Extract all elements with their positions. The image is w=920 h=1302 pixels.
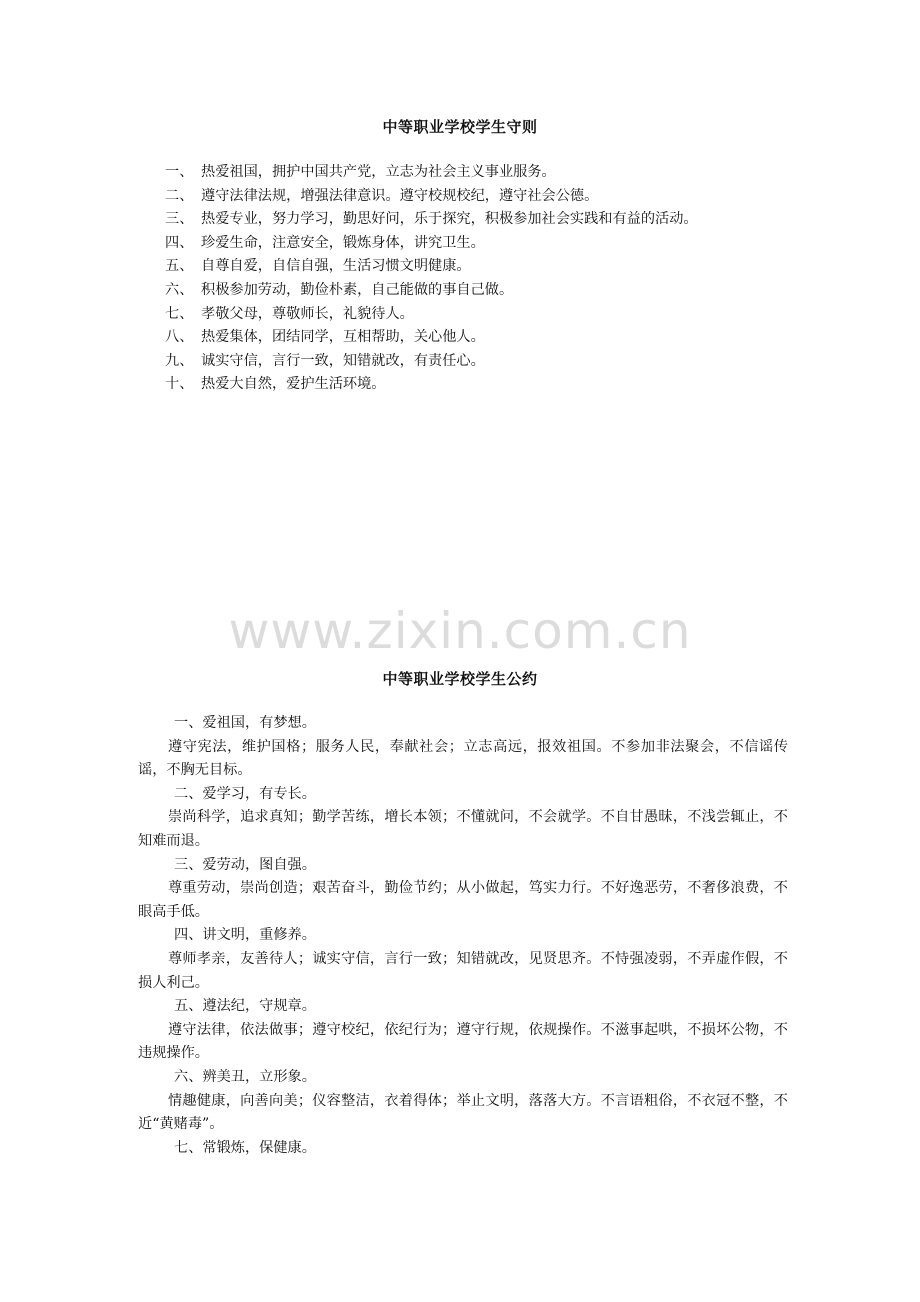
rule-text: 自尊自爱，自信自强，生活习惯文明健康。: [201, 258, 471, 275]
rule-number: 一、: [165, 164, 194, 180]
rule-number: 六、: [165, 281, 194, 298]
pact-section-heading: 四、讲文明，重修养。: [174, 927, 316, 944]
pact-section-body: 遵守法律，依法做事；遵守校纪，依纪行为；遵守行规，依规操作。不滋事起哄，不损坏公物，不违规操作。: [138, 1021, 788, 1062]
rule-text: 珍爱生命，注意安全，锻炼身体，讲究卫生。: [201, 234, 485, 251]
rule-text: 积极参加劳动，勤俭朴素，自己能做的事自己做。: [201, 281, 514, 298]
pact-section-heading: 七、常锻炼，保健康。: [174, 1139, 316, 1156]
rule-text: 热爱集体，团结同学，互相帮助，关心他人。: [201, 329, 485, 346]
rule-item: [165, 350, 805, 374]
rule-item: [165, 326, 805, 350]
rule-item: [165, 185, 805, 209]
rule-item: [165, 232, 805, 256]
rule-text: 遵守法律法规，增强法律意识。遵守校规校纪，遵守社会公德。: [201, 187, 599, 204]
pact-section-heading: 五、遵法纪，守规章。: [174, 998, 316, 1015]
rule-number: 四、: [165, 234, 194, 251]
rule-text: 热爱祖国，拥护中国共产党，立志为社会主义事业服务。: [201, 164, 556, 180]
rule-number: 八、: [165, 329, 194, 346]
rule-text: 诚实守信，言行一致，知错就改，有责任心。: [201, 352, 485, 369]
pact-sections: [138, 712, 788, 1160]
pact-section-body: 尊师孝亲，友善待人；诚实守信，言行一致；知错就改，见贤思齐。不恃强凌弱，不弄虚作假，不损人利己。: [138, 950, 788, 991]
pact-section-body: 尊重劳动，崇尚创造；艰苦奋斗，勤俭节约；从小做起，笃实力行。不好逸恶劳，不奢侈浪费，不眼高手低。: [138, 880, 788, 920]
rule-item: [165, 373, 805, 397]
rule-text: 孝敬父母，尊敬师长，礼貌待人。: [201, 305, 414, 322]
rule-number: 三、: [165, 211, 194, 228]
pact-section-heading: 六、辨美丑，立形象。: [174, 1068, 316, 1085]
pact-section-heading: 二、爱学习，有专长。: [174, 785, 316, 802]
rule-number: 二、: [165, 187, 194, 204]
rule-item: [165, 279, 805, 303]
rule-text: 热爱大自然，爱护生活环境。: [201, 376, 386, 393]
rule-number: 七、: [165, 305, 194, 322]
rule-item: [165, 161, 805, 185]
rules-list: [165, 161, 805, 397]
rule-item: [165, 255, 805, 279]
rule-number: 九、: [165, 352, 194, 369]
pact-section-heading: 一、爱祖国，有梦想。: [174, 715, 316, 731]
pact-section-body: 遵守宪法，维护国格；服务人民，奉献社会；立志高远，报效祖国。不参加非法聚会，不信谣传谣，不胸无目标。: [138, 738, 788, 779]
rule-number: 五、: [165, 258, 194, 275]
pact-title: 中等职业学校学生公约: [382, 670, 538, 688]
pact-section-body: 情趣健康，向善向美；仪容整洁，衣着得体；举止文明，落落大方。不言语粗俗，不衣冠不整，不近“黄赌毒”。: [138, 1092, 788, 1133]
rules-title: 中等职业学校学生守则: [382, 118, 538, 136]
pact-section-body: 崇尚科学，追求真知；勤学苦练，增长本领；不懂就问，不会就学。不自甘愚昧，不浅尝辄止，不知难而退。: [138, 809, 788, 849]
rule-number: 十、: [165, 376, 194, 393]
rule-text: 热爱专业，努力学习，勤思好问，乐于探究，积极参加社会实践和有益的活动。: [201, 211, 698, 228]
watermark: www.zixin.com.cn: [228, 602, 692, 660]
rule-item: [165, 303, 805, 327]
pact-section-heading: 三、爱劳动，图自强。: [174, 856, 316, 873]
rule-item: [165, 208, 805, 232]
